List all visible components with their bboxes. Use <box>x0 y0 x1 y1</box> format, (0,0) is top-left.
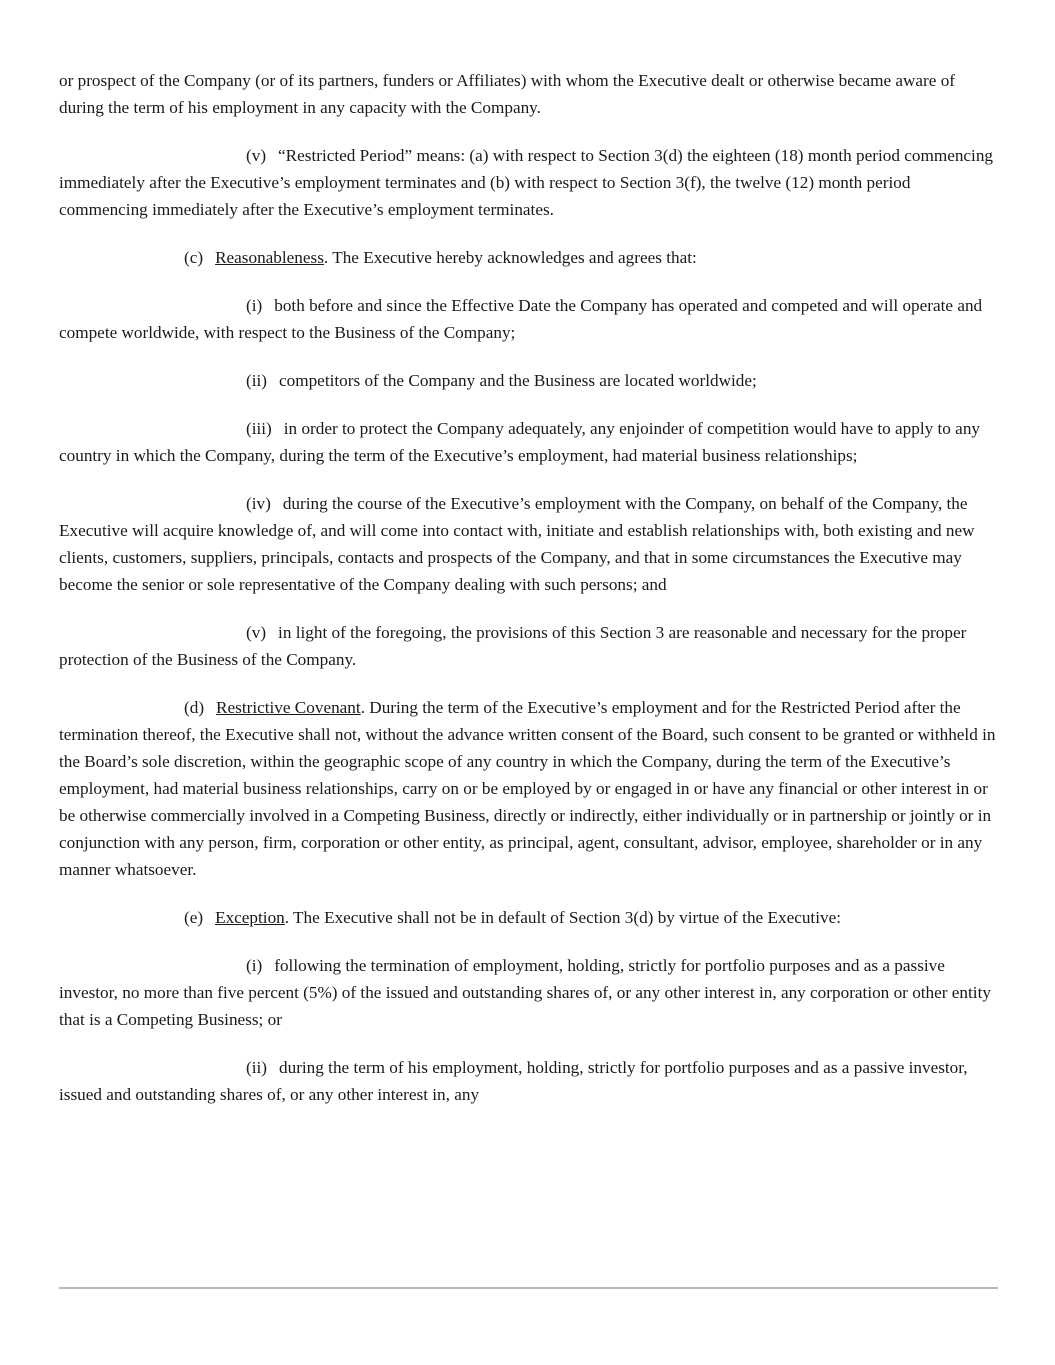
item-number: (iv) <box>246 494 271 513</box>
item-number: (i) <box>246 296 263 315</box>
paragraph-text: . During the term of the Executive’s employment and for the Restricted Period after the termination thereof, the Executive shall not, without the advance written consent of the Board, such consent to be granted or withheld in the Board’s sole discretion, within the geographic scope of any country in which the Company, during the term of the Executive’s employment, had material business relationships, carry on or be employed by or engaged in or have any financial or other interest in or be otherwise commercially involved in a Competing Business, directly or indirectly, either individually or in partnership or jointly or in conjunction with any person, firm, corporation or other entity, as principal, agent, consultant, advisor, employee, shareholder or in any manner whatsoever. <box>59 698 996 879</box>
paragraph-c-i <box>59 292 999 346</box>
item-number: (v) <box>246 146 267 165</box>
paragraph-text: . The Executive shall not be in default of Section 3(d) by virtue of the Executive: <box>284 908 841 927</box>
item-number: (e) <box>184 908 204 927</box>
paragraph-carryover <box>59 67 999 121</box>
section-e-exception <box>59 904 999 931</box>
paragraph-text: in light of the foregoing, the provisions of this Section 3 are reasonable and necessary for the proper protection of the Business of the Company. <box>59 623 967 669</box>
item-number: (i) <box>246 956 263 975</box>
paragraph-restricted-period <box>59 142 999 223</box>
item-number: (iii) <box>246 419 272 438</box>
paragraph-text: . The Executive hereby acknowledges and agrees that: <box>323 248 697 267</box>
paragraph-c-iii <box>59 415 999 469</box>
paragraph-e-ii <box>59 1054 999 1108</box>
item-number: (d) <box>184 698 205 717</box>
paragraph-text: or prospect of the Company (or of its partners, funders or Affiliates) with whom the Executive dealt or otherwise became aware of during the term of his employment in any capacity with the Company. <box>59 71 956 117</box>
item-number: (ii) <box>246 371 267 390</box>
paragraph-text: “Restricted Period” means: (a) with respect to Section 3(d) the eighteen (18) month period commencing immediately after the Executive’s employment terminates and (b) with respect to Section 3(f), the twelve (12) month period commencing immediately after the Executive’s employment terminates. <box>59 146 994 219</box>
footer-divider <box>59 1287 998 1289</box>
paragraph-e-i <box>59 952 999 1033</box>
paragraph-c-v <box>59 619 999 673</box>
paragraph-text: following the termination of employment, holding, strictly for portfolio purposes and as a passive investor, no more than five percent (5%) of the issued and outstanding shares of, or any other interest in, any corporation or other entity that is a Competing Business; or <box>59 956 991 1029</box>
item-number: (c) <box>184 248 204 267</box>
paragraph-text: competitors of the Company and the Business are located worldwide; <box>279 371 757 390</box>
section-d-restrictive-covenant <box>59 694 999 883</box>
paragraph-c-iv <box>59 490 999 598</box>
section-heading: Restrictive Covenant <box>216 698 361 717</box>
item-number: (ii) <box>246 1058 267 1077</box>
section-c-reasonableness <box>59 244 999 271</box>
paragraph-text: both before and since the Effective Date the Company has operated and competed and will operate and compete worldwide, with respect to the Business of the Company; <box>59 296 983 342</box>
paragraph-text: during the course of the Executive’s employment with the Company, on behalf of the Company, the Executive will acquire knowledge of, and will come into contact with, initiate and establish relationships with, both existing and new clients, customers, suppliers, principals, contacts and prospects of the Company, and that in some circumstances the Executive may become the senior or sole representative of the Company dealing with such persons; and <box>59 494 975 594</box>
paragraph-c-ii <box>59 367 999 394</box>
document-page <box>59 67 999 1129</box>
paragraph-text: during the term of his employment, holding, strictly for portfolio purposes and as a passive investor, issued and outstanding shares of, or any other interest in, any <box>59 1058 968 1104</box>
section-heading: Reasonableness <box>215 248 324 267</box>
section-heading: Exception <box>215 908 285 927</box>
paragraph-text: in order to protect the Company adequately, any enjoinder of competition would have to apply to any country in which the Company, during the term of the Executive’s employment, had material business relationships; <box>59 419 981 465</box>
item-number: (v) <box>246 623 267 642</box>
